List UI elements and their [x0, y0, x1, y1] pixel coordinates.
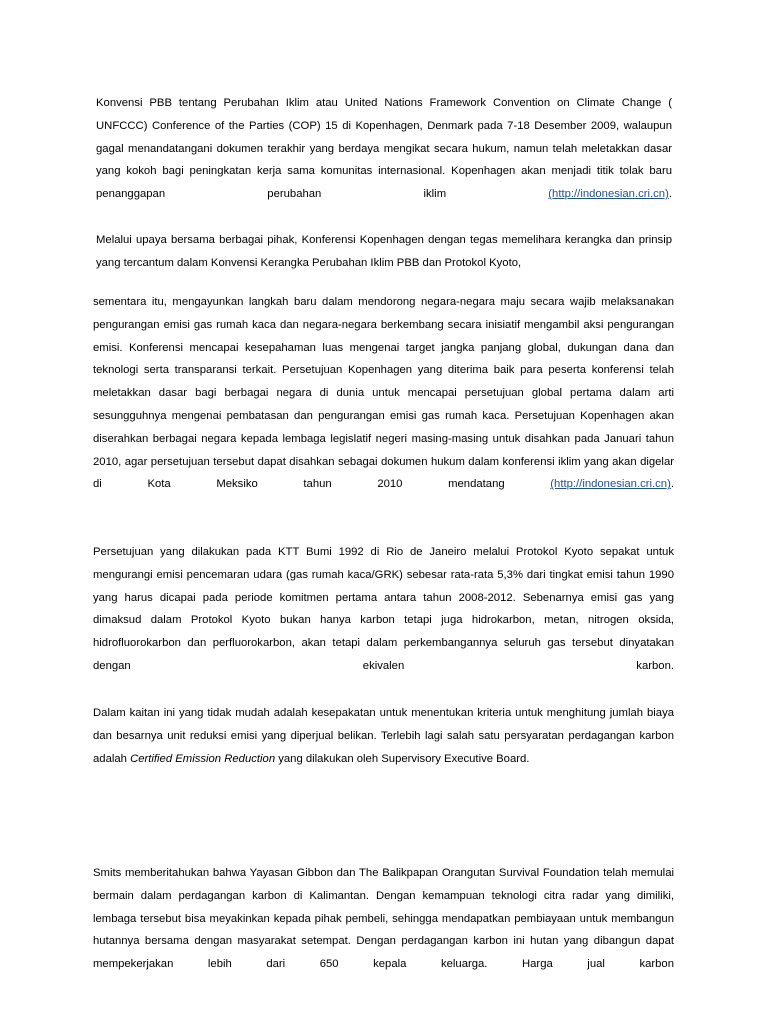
paragraph-unfccc-intro [96, 92, 672, 206]
source-link[interactable]: (http://indonesian.cri.cn) [550, 478, 671, 491]
paragraph-tail: . [670, 478, 674, 491]
paragraph-text: Smits memberitahukan bahwa Yayasan Gibbon dan The Balikpapan Orangutan Survival Foundation telah memulai bermain dalam perdagangan karbon di Kalimantan. Dengan kemampuan teknologi citra radar yang dimiliki, lembaga tersebut bisa meyakinkan kepada pihak pembeli, sehingga mendapatkan pembiayaan untuk membangun hutannya bersama dengan masyarakat setempat. Dengan perdagangan karbon ini hutan yang dibangun dapat mempekerjakan lebih dari 650 kepala keluarga. Harga jual karbon [93, 867, 674, 971]
paragraph-tail: yang dilakukan oleh Supervisory Executive Board. [275, 752, 530, 765]
paragraph-text: Konvensi PBB tentang Perubahan Iklim atau United Nations Framework Convention on Climate Change ( UNFCCC) Conference of the Parties (COP) 15 di Kopenhagen, Denmark pada 7-18 Desember 2009, walaupun gagal menandatangani dokumen terakhir yang berdaya mengikat secara hukum, namun telah meletakkan dasar yang kokoh bagi peningkatan kerja sama komunitas internasional. Kopenhagen akan menjadi titik tolak baru penanggapan perubahan iklim [96, 97, 672, 201]
paragraph-text: Melalui upaya bersama berbagai pihak, Konferensi Kopenhagen dengan tegas memelihara kerangka dan prinsip yang tercantum dalam Konvensi Kerangka Perubahan Iklim PBB dan Protokol Kyoto, [96, 234, 672, 269]
paragraph-copenhagen-agreement [93, 291, 674, 496]
paragraph-kyoto-protocol [93, 541, 674, 678]
paragraph-tail: . [668, 188, 672, 201]
source-link[interactable]: (http://indonesian.cri.cn) [548, 188, 669, 201]
paragraph-carbon-criteria [93, 702, 674, 770]
paragraph-text: sementara itu, mengayunkan langkah baru dalam mendorong negara-negara maju secara wajib melaksanakan pengurangan emisi gas rumah kaca dan negara-negara berkembang secara inisiatif mengambil aksi pengurangan emisi. Konferensi mencapai kesepahaman luas mengenai target jangka panjang global, dukungan dana dan teknologi serta transparansi terkait. Persetujuan Kopenhagen yang diterima baik para peserta konferensi telah meletakkan dasar bagi berbagai negara di dunia untuk mencapai persetujuan global pertama dalam arti sesungguhnya mengenai pembatasan dan pengurangan emisi gas rumah kaca. Persetujuan Kopenhagen akan diserahkan berbagai negara kepada lembaga legislatif negeri masing-masing untuk disahkan pada Januari tahun 2010, agar persetujuan tersebut dapat disahkan sebagai dokumen hukum dalam konferensi iklim yang akan digelar di Kota Meksiko tahun 2010 mendatang [93, 296, 674, 491]
paragraph-carbon-trading-kalimantan [93, 862, 674, 976]
paragraph-text: Dalam kaitan ini yang tidak mudah adalah kesepakatan untuk menentukan kriteria untuk menghitung jumlah biaya dan besarnya unit reduksi emisi yang diperjual belikan. Terlebih lagi salah satu persyaratan perdagangan karbon adalah [93, 707, 674, 765]
paragraph-copenhagen-framework [96, 229, 672, 275]
emphasis-term: Certified Emission Reduction [130, 752, 276, 765]
paragraph-text: Persetujuan yang dilakukan pada KTT Bumi 1992 di Rio de Janeiro melalui Protokol Kyoto sepakat untuk mengurangi emisi pencemaran udara (gas rumah kaca/GRK) sebesar rata-rata 5,3% dari tingkat emisi tahun 1990 yang harus dicapai pada periode komitmen pertama antara tahun 2008-2012. Sebenarnya emisi gas yang dimaksud dalam Protokol Kyoto bukan hanya karbon tetapi juga hidrokarbon, metan, nitrogen oksida, hidrofluorokarbon dan perfluorokarbon, akan tetapi dalam perkembangannya seluruh gas tersebut dinyatakan dengan ekivalen karbon. [93, 546, 674, 672]
